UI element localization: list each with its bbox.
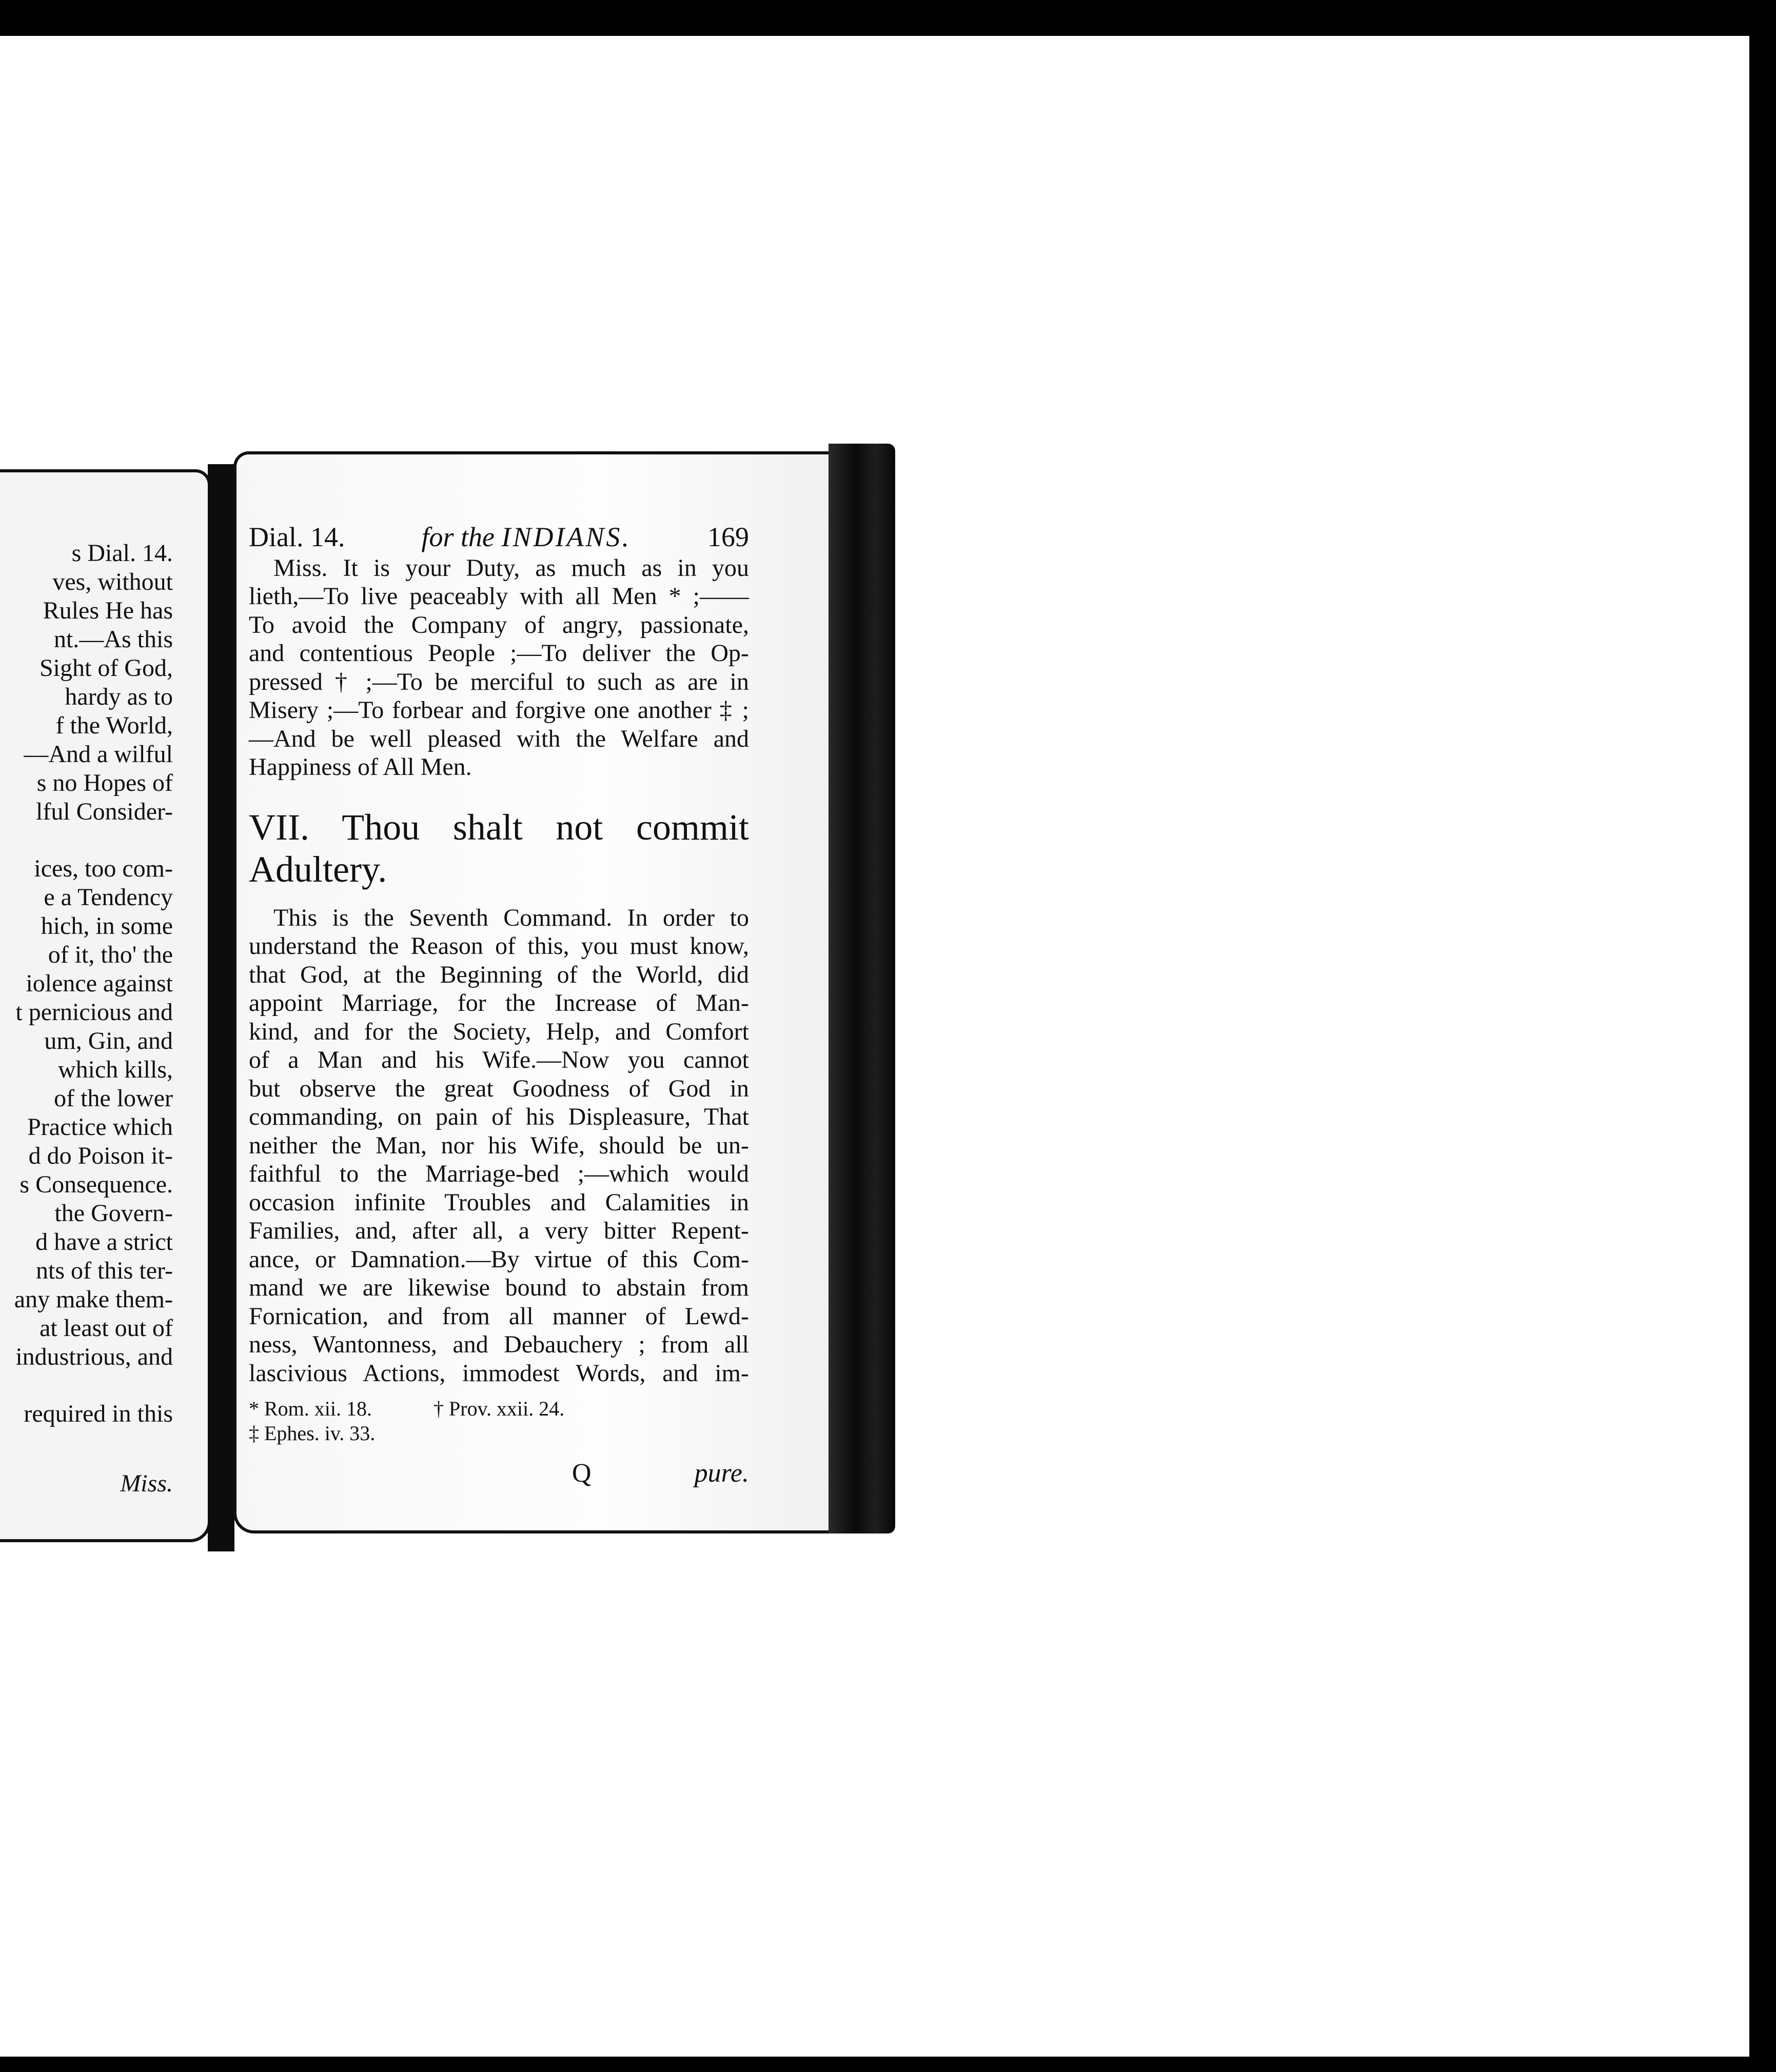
text-line: understand the Reason of this, you must know,	[249, 932, 749, 960]
footnote-row	[249, 1397, 749, 1421]
left-line: s Dial. 14.	[71, 540, 173, 567]
page-edges	[828, 444, 895, 1533]
book-spine	[208, 464, 234, 1551]
text-line: Families, and, after all, a very bitter Repent-	[249, 1217, 749, 1244]
footnote-row	[249, 1421, 749, 1446]
left-line: s no Hopes of	[36, 769, 173, 796]
left-line: d have a strict	[35, 1228, 173, 1256]
text-line: lieth,—To live peaceably with all Men * ;——	[249, 583, 749, 610]
left-line: hich, in some	[41, 912, 173, 940]
left-line: the Govern-	[54, 1200, 173, 1227]
left-line: iolence against	[26, 970, 173, 997]
left-line-gap	[0, 1371, 173, 1400]
text-line: To avoid the Company of angry, passionate,	[249, 611, 749, 639]
text-line: kind, and for the Society, Help, and Comfort	[249, 1018, 749, 1045]
left-line: any make them-	[14, 1286, 173, 1313]
scan-sheet	[0, 36, 1749, 2057]
left-line: —And a wilful	[24, 741, 173, 768]
header-title	[422, 523, 631, 552]
left-line: which kills,	[58, 1056, 173, 1083]
left-line: of it, tho' the	[48, 941, 173, 968]
left-page-text	[0, 539, 173, 1498]
left-line: f the World,	[55, 712, 173, 739]
left-line: Practice which	[27, 1113, 173, 1141]
left-line: e a Tendency	[44, 884, 173, 911]
text-line: ness, Wantonness, and Debauchery ; from all	[249, 1331, 749, 1358]
right-page-text	[249, 523, 749, 1488]
text-line: Miss. It is your Duty, as much as in you	[273, 554, 749, 582]
left-line: of the lower	[54, 1085, 173, 1112]
left-line: d do Poison it-	[28, 1142, 173, 1169]
section-heading	[249, 806, 749, 890]
text-line: occasion infinite Troubles and Calamities in	[249, 1188, 749, 1216]
heading-line: VII. Thou shalt not commit	[249, 806, 749, 848]
paragraph-duty	[249, 554, 749, 782]
text-line: This is the Seventh Command. In order to	[273, 904, 749, 931]
page-number: 169	[707, 522, 749, 552]
text-line: ance, or Damnation.—By virtue of this Com-	[249, 1245, 749, 1273]
page-footer	[249, 1459, 749, 1488]
signature-mark: Q	[572, 1459, 591, 1488]
text-line: and contentious People ;—To deliver the Op-	[249, 640, 749, 667]
running-header	[249, 523, 749, 552]
text-line: Fornication, and from all manner of Lewd-	[249, 1302, 749, 1330]
left-line: Rules He has	[43, 597, 173, 624]
left-line-gap	[0, 826, 173, 854]
left-line: ves, without	[52, 568, 173, 595]
header-title-prefix: for the	[421, 522, 495, 552]
header-title-caps: INDIANS.	[501, 522, 631, 552]
text-line: Misery ;—To forbear and forgive one another ‡ ;	[249, 696, 749, 724]
text-line: appoint Marriage, for the Increase of Man-	[249, 989, 749, 1017]
left-catchword: Miss.	[120, 1470, 173, 1497]
left-line: industrious, and	[15, 1343, 173, 1370]
paragraph-seventh-command	[249, 904, 749, 1388]
left-page	[0, 469, 211, 1542]
left-line: Sight of God,	[39, 654, 173, 682]
left-line: hardy as to	[65, 683, 173, 710]
left-line: t pernicious and	[15, 999, 173, 1026]
left-line: lful Consider-	[36, 798, 173, 825]
text-line: Happiness of All Men.	[249, 753, 472, 781]
text-line: faithful to the Marriage-bed ;—which would	[249, 1160, 749, 1187]
footnote: * Rom. xii. 18.	[249, 1397, 372, 1420]
text-line: commanding, on pain of his Displeasure, That	[249, 1103, 749, 1130]
left-line: ices, too com-	[34, 855, 173, 882]
text-line: that God, at the Beginning of the World, did	[249, 961, 749, 988]
left-line: um, Gin, and	[44, 1027, 173, 1054]
left-line: required in this	[24, 1400, 173, 1427]
text-line: lascivious Actions, immodest Words, and im-	[249, 1359, 749, 1387]
footnotes	[249, 1397, 749, 1446]
text-line: neither the Man, nor his Wife, should be un-	[249, 1131, 749, 1159]
footnote: ‡ Ephes. iv. 33.	[249, 1422, 376, 1445]
left-line: at least out of	[40, 1314, 173, 1342]
left-line: s Consequence.	[19, 1171, 173, 1198]
footnote: † Prov. xxii. 24.	[433, 1397, 565, 1420]
left-line: nt.—As this	[53, 626, 173, 653]
text-line: but observe the great Goodness of God in	[249, 1074, 749, 1102]
header-dialogue: Dial. 14.	[249, 522, 345, 552]
text-line: pressed † ;—To be merciful to such as are in	[249, 668, 749, 695]
heading-line: Adultery.	[249, 848, 387, 890]
text-line: mand we are likewise bound to abstain from	[249, 1274, 749, 1301]
text-line: —And be well pleased with the Welfare and	[249, 725, 749, 752]
left-line: nts of this ter-	[36, 1257, 173, 1284]
text-line: of a Man and his Wife.—Now you cannot	[249, 1046, 749, 1073]
catchword: pure.	[694, 1459, 749, 1488]
